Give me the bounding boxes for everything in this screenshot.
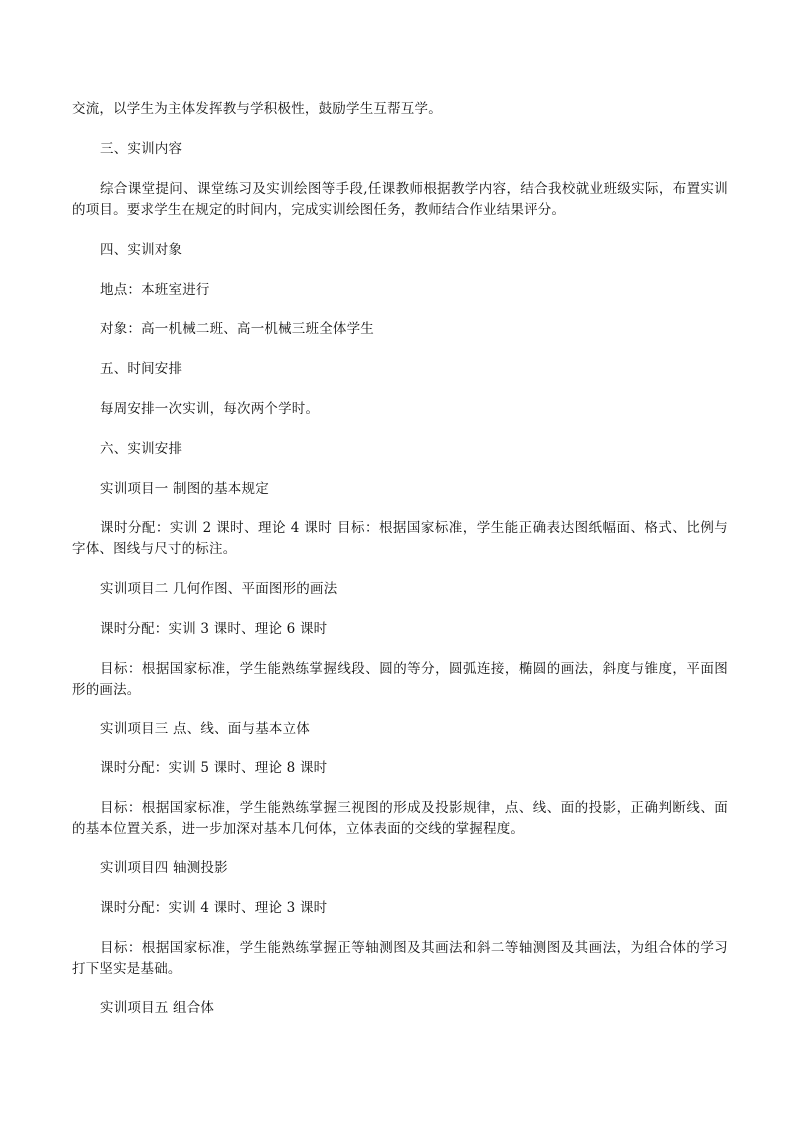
project-2-title: 实训项目二 几何作图、平面图形的画法 [100, 581, 338, 597]
project-2-hours: 课时分配：实训 3 课时、理论 6 课时 [100, 621, 328, 637]
project-1-title: 实训项目一 制图的基本规定 [100, 481, 269, 497]
project-3-title: 实训项目三 点、线、面与基本立体 [100, 721, 310, 737]
project-4-title: 实训项目四 轴测投影 [100, 860, 228, 876]
project-1-details: 课时分配：实训 2 课时、理论 4 课时 目标：根据国家标准，学生能正确表达图纸幅面、格式、比例与字体、图线与尺寸的标注。 [72, 520, 728, 557]
project-4-hours: 课时分配：实训 4 课时、理论 3 课时 [100, 900, 328, 916]
project-2-goal: 目标：根据国家标准，学生能熟练掌握线段、圆的等分，圆弧连接，椭圆的画法，斜度与锥度，平面图形的画法。 [72, 661, 728, 698]
section-heading-6: 六、实训安排 [100, 441, 183, 457]
project-5-title: 实训项目五 组合体 [100, 1000, 215, 1016]
project-4-goal: 目标：根据国家标准，学生能熟练掌握正等轴测图及其画法和斜二等轴测图及其画法，为组合体的学习打下坚实是基础。 [72, 940, 728, 977]
section-heading-4: 四、实训对象 [100, 242, 183, 258]
paragraph-training-content: 综合课堂提问、课堂练习及实训绘图等手段,任课教师根据教学内容，结合我校就业班级实际，布置实训的项目。要求学生在规定的时间内，完成实训绘图任务，教师结合作业结果评分。 [72, 181, 728, 218]
paragraph-location: 地点：本班室进行 [100, 282, 210, 298]
project-3-hours: 课时分配：实训 5 课时、理论 8 课时 [100, 760, 328, 776]
section-heading-5: 五、时间安排 [100, 361, 183, 377]
section-heading-3: 三、实训内容 [100, 141, 183, 157]
paragraph-target: 对象：高一机械二班、高一机械三班全体学生 [100, 321, 374, 337]
project-3-goal: 目标：根据国家标准，学生能熟练掌握三视图的形成及投影规律，点、线、面的投影，正确判断线、面的基本位置关系，进一步加深对基本几何体，立体表面的交线的掌握程度。 [72, 800, 728, 837]
paragraph-schedule: 每周安排一次实训，每次两个学时。 [100, 401, 320, 417]
paragraph-continuation: 交流，以学生为主体发挥教与学积极性，鼓励学生互帮互学。 [72, 101, 442, 117]
